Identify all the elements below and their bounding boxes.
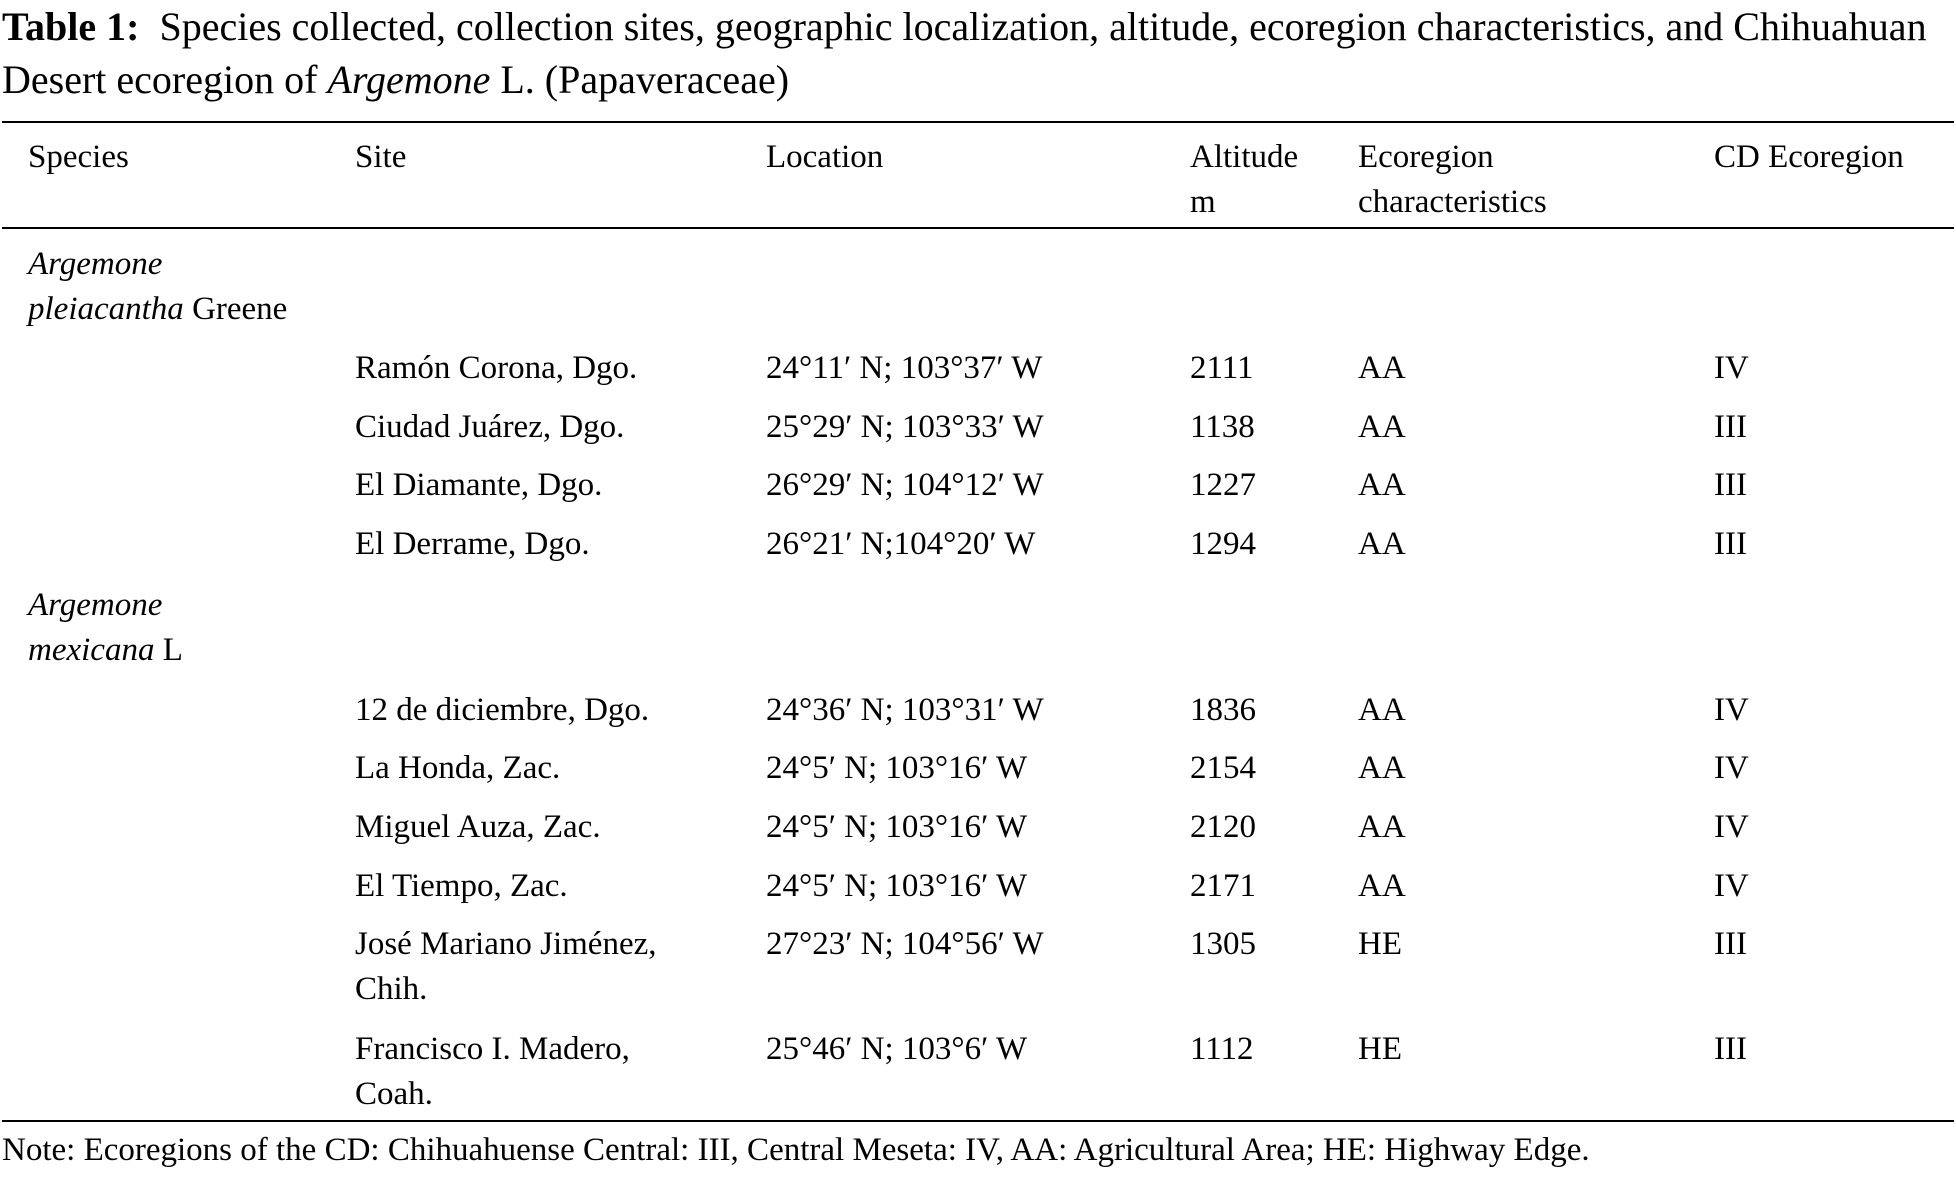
- table-cell-cd: III: [1714, 467, 1747, 503]
- table-cell-location: 24°5′ N; 103°16′ W: [766, 809, 1028, 845]
- table-cell-ecoregion: AA: [1358, 409, 1406, 445]
- table-cell-location: 26°29′ N; 104°12′ W: [766, 467, 1044, 503]
- table-footnote: Note: Ecoregions of the CD: Chihuahuense Central: III, Central Meseta: IV, AA: Agricultural Area; HE: Highway Edge.: [2, 1132, 1590, 1168]
- table-cell-location: 24°5′ N; 103°16′ W: [766, 750, 1028, 786]
- table-cell-site: Ramón Corona, Dgo.: [355, 350, 638, 386]
- species-name: Argemone: [28, 246, 163, 282]
- table-cell-site: Francisco I. Madero,: [355, 1031, 630, 1067]
- table-cell-location: 25°46′ N; 103°6′ W: [766, 1031, 1028, 1067]
- header-location: Location: [766, 139, 884, 175]
- table-cell-cd: III: [1714, 1031, 1747, 1067]
- table-cell-ecoregion: AA: [1358, 809, 1406, 845]
- table-cell-location: 24°11′ N; 103°37′ W: [766, 350, 1043, 386]
- table-cell-site: El Tiempo, Zac.: [355, 868, 568, 904]
- table-cell-altitude: 2171: [1190, 868, 1256, 904]
- header-cd-ecoregion: CD Ecoregion: [1714, 139, 1904, 175]
- table-cell-cd: IV: [1714, 350, 1749, 386]
- caption-text-after: L. (Papaveraceae): [500, 57, 790, 102]
- table-cell-cd: IV: [1714, 750, 1749, 786]
- header-bottom-rule: [2, 227, 1954, 229]
- table-cell-site: 12 de diciembre, Dgo.: [355, 692, 650, 728]
- table-cell-altitude: 1305: [1190, 926, 1256, 962]
- table-cell-altitude: 2120: [1190, 809, 1256, 845]
- table-cell-location: 24°5′ N; 103°16′ W: [766, 868, 1028, 904]
- table-cell-site: La Honda, Zac.: [355, 750, 561, 786]
- table-cell-ecoregion: HE: [1358, 926, 1402, 962]
- table-cell-altitude: 1227: [1190, 467, 1256, 503]
- table-cell-altitude: 2111: [1190, 350, 1254, 386]
- table-cell-altitude: 1112: [1190, 1031, 1254, 1067]
- table-cell-site: Ciudad Juárez, Dgo.: [355, 409, 625, 445]
- table-cell-site: El Derrame, Dgo.: [355, 526, 590, 562]
- table-cell-altitude: 1138: [1190, 409, 1255, 445]
- table-cell-ecoregion: AA: [1358, 350, 1406, 386]
- table-cell-site: Miguel Auza, Zac.: [355, 809, 601, 845]
- table-cell-ecoregion: HE: [1358, 1031, 1402, 1067]
- table-cell-cd: III: [1714, 926, 1747, 962]
- table-cell-location: 24°36′ N; 103°31′ W: [766, 692, 1044, 728]
- header-altitude-unit: m: [1190, 184, 1216, 220]
- table-cell-location: 26°21′ N;104°20′ W: [766, 526, 1036, 562]
- table-cell-ecoregion: AA: [1358, 868, 1406, 904]
- table-cell-location: 27°23′ N; 104°56′ W: [766, 926, 1044, 962]
- table-cell-ecoregion: AA: [1358, 692, 1406, 728]
- table-cell-site-line2: Coah.: [355, 1076, 433, 1112]
- table-cell-cd: III: [1714, 409, 1747, 445]
- table-bottom-rule: [2, 1120, 1954, 1122]
- caption-text: Species collected, collection sites, geographic localization, altitude, ecoregion characteristics, and Chihuahuan Desert ecoregion of: [2, 4, 1927, 102]
- table-cell-ecoregion: AA: [1358, 467, 1406, 503]
- species-name: Argemone: [28, 587, 163, 623]
- header-ecoregion: Ecoregion: [1358, 139, 1494, 175]
- header-site: Site: [355, 139, 407, 175]
- table-cell-cd: IV: [1714, 868, 1749, 904]
- header-altitude: Altitude: [1190, 139, 1299, 175]
- table-cell-ecoregion: AA: [1358, 750, 1406, 786]
- table-top-rule: [2, 121, 1954, 123]
- table-cell-site-line2: Chih.: [355, 971, 428, 1007]
- table-cell-cd: III: [1714, 526, 1747, 562]
- table-cell-altitude: 2154: [1190, 750, 1256, 786]
- table-cell-location: 25°29′ N; 103°33′ W: [766, 409, 1044, 445]
- caption-genus: Argemone: [327, 57, 491, 102]
- header-ecoregion-2: characteristics: [1358, 184, 1547, 220]
- table-cell-altitude: 1294: [1190, 526, 1256, 562]
- species-name-line2: mexicana L: [28, 632, 183, 668]
- table-cell-cd: IV: [1714, 692, 1749, 728]
- species-name-line2: pleiacantha Greene: [28, 291, 288, 327]
- table-caption: [2, 0, 1952, 106]
- caption-label: Table 1:: [2, 4, 140, 49]
- table-cell-site: El Diamante, Dgo.: [355, 467, 603, 503]
- table-cell-cd: IV: [1714, 809, 1749, 845]
- table-cell-ecoregion: AA: [1358, 526, 1406, 562]
- table-cell-site: José Mariano Jiménez,: [355, 926, 657, 962]
- table-cell-altitude: 1836: [1190, 692, 1256, 728]
- header-species: Species: [28, 139, 129, 175]
